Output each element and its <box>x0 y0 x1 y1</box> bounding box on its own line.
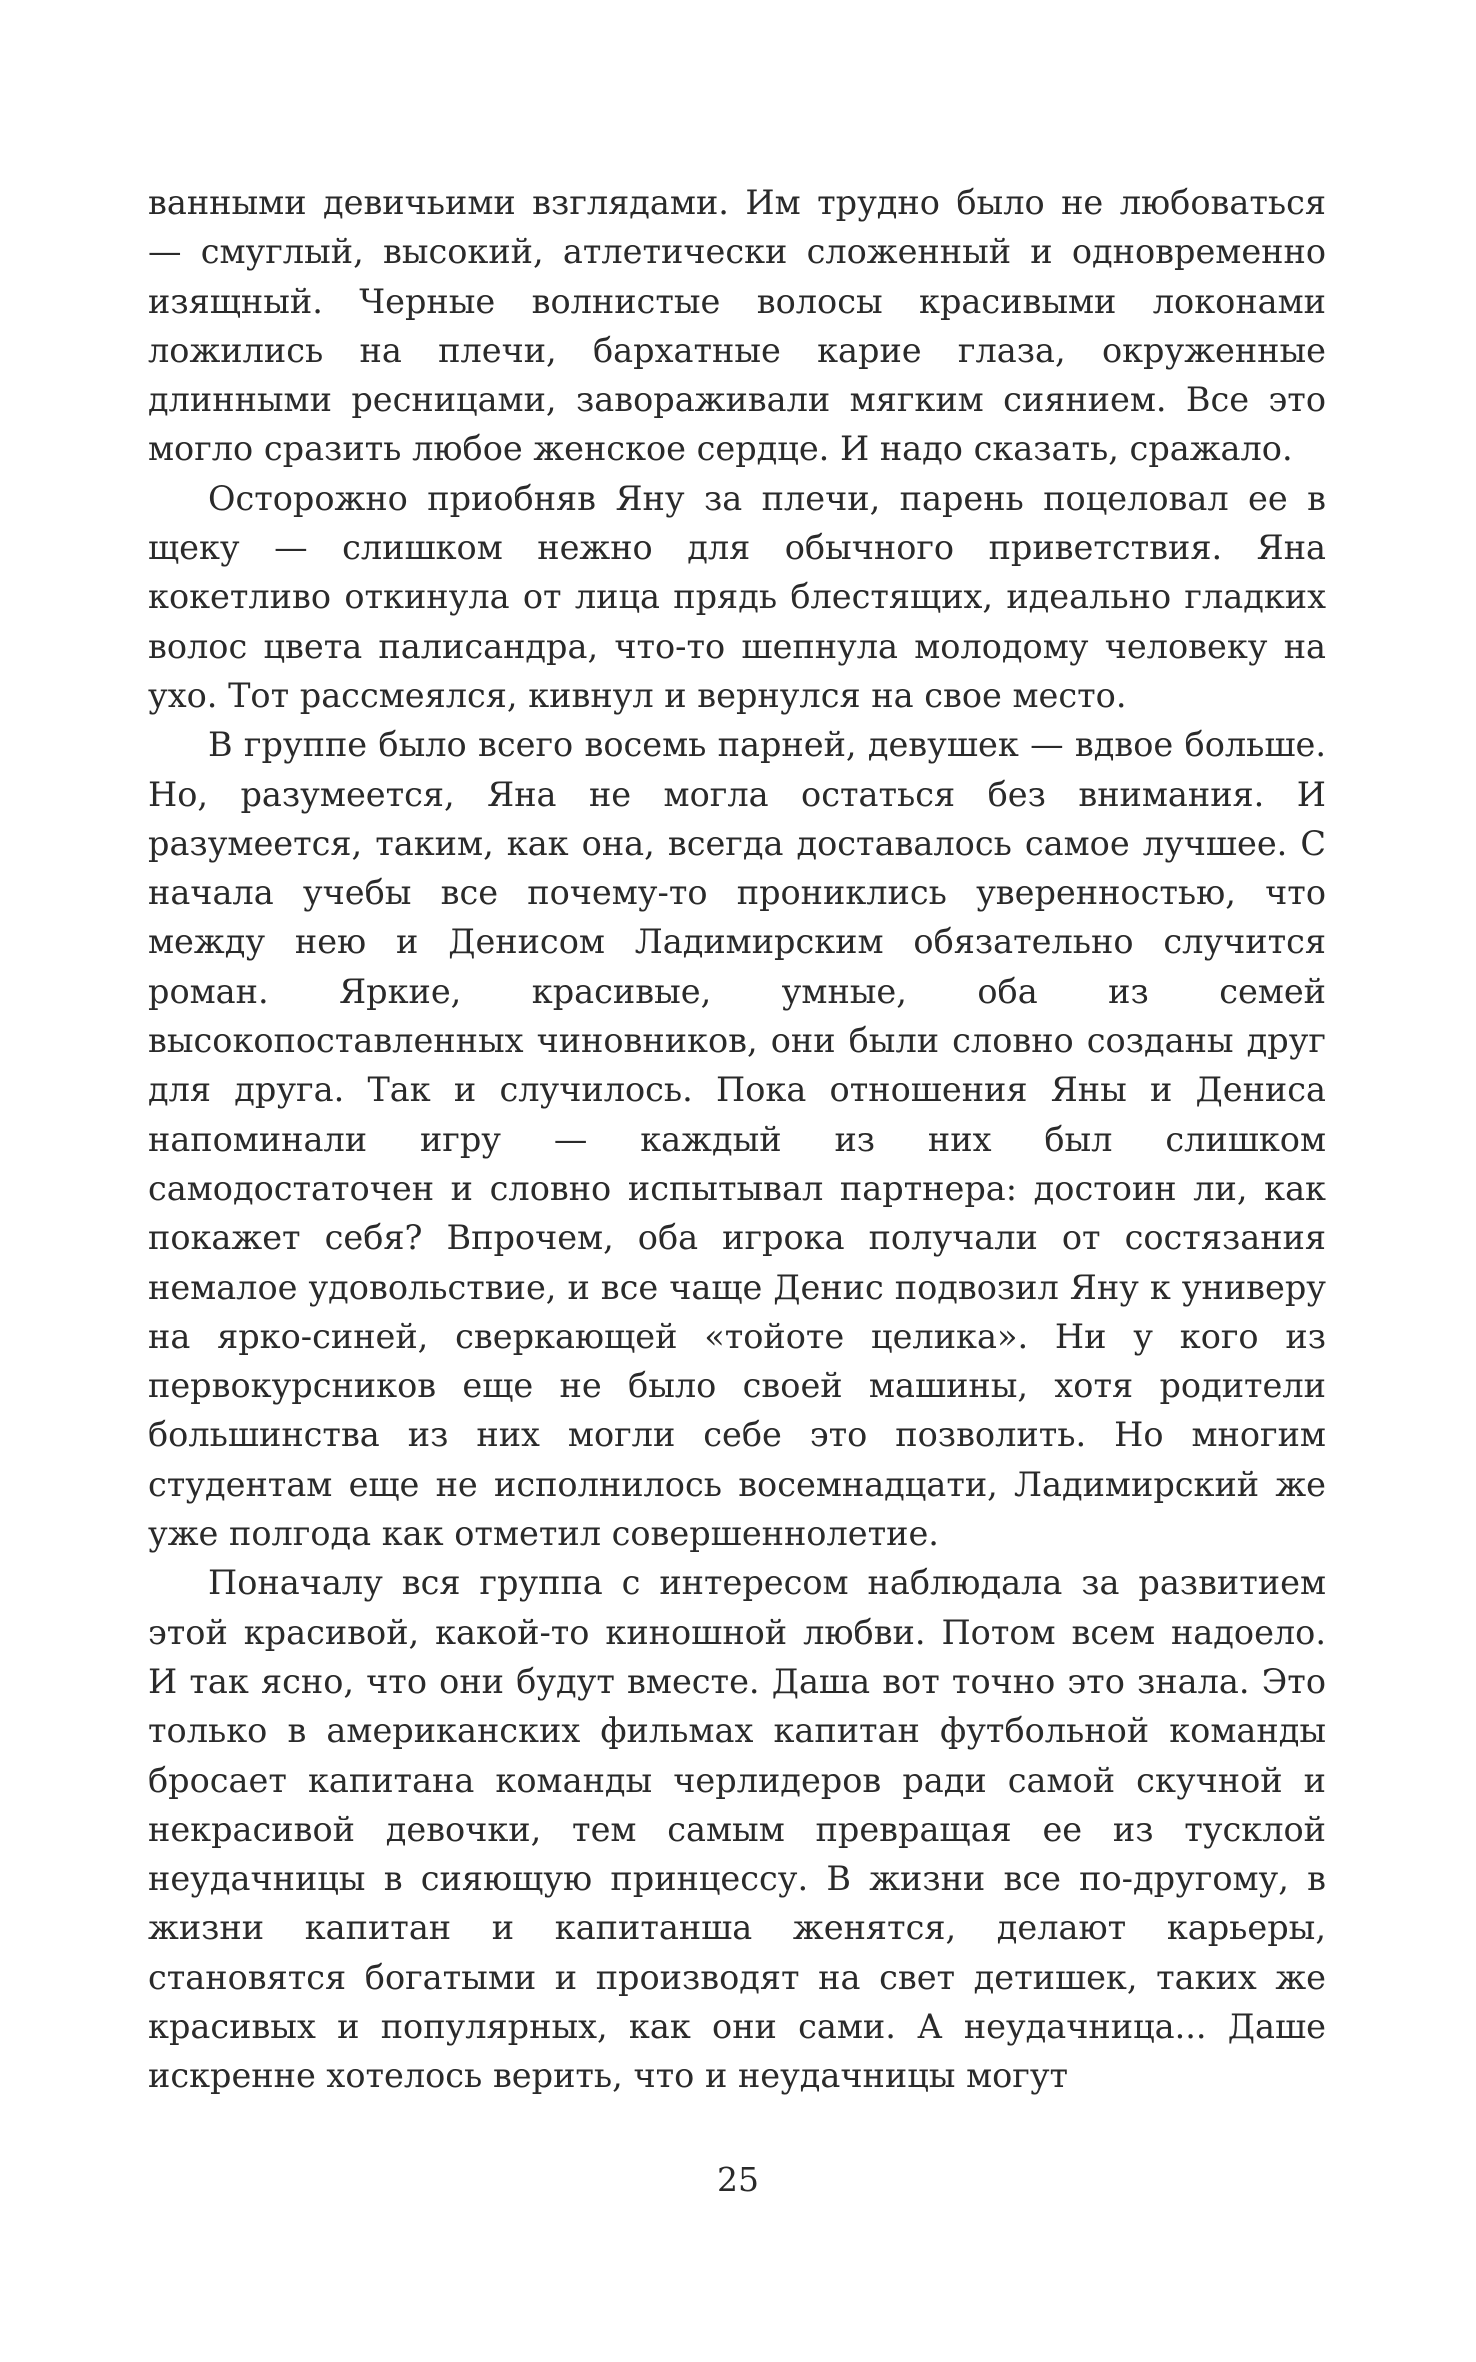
page-number: 25 <box>717 2160 759 2199</box>
paragraph-4: Поначалу вся группа с интересом наблюдала за развитием этой красивой, какой-то киношной любви. Потом всем надоело. И так ясно, что они будут вместе. Даша вот точно это знала. Это только в американских фильмах капитан футбольной команды бросает капитана команды черлидеров ради самой скучной и некрасивой девочки, тем самым превращая ее из тусклой неудачницы в сияющую принцессу. В жизни все по-другому, в жизни капитан и капитанша женятся, делают карьеры, становятся богатыми и производят на свет детишек, таких же красивых и популярных, как они сами. А неудачница... Даше искренне хотелось верить, что и неудачницы могут <box>148 1563 1326 2096</box>
paragraph-1: ванными девичьими взглядами. Им трудно было не любоваться — смуглый, высокий, атлетически сложенный и одновременно изящный. Черные волнистые волосы красивыми локонами ложились на плечи, бархатные карие глаза, окруженные длинными ресницами, завораживали мягким сиянием. Все это могло сразить любое женское сердце. И надо сказать, сражало. <box>148 183 1326 469</box>
page-text <box>148 178 1326 2101</box>
paragraph-3: В группе было всего восемь парней, девушек — вдвое больше. Но, разумеется, Яна не могла остаться без внимания. И разумеется, таким, как она, всегда доставалось самое лучшее. С начала учебы все почему-то прониклись уверенностью, что между нею и Денисом Ладимирским обязательно случится роман. Яркие, красивые, умные, оба из семей высокопоставленных чиновников, они были словно созданы друг для друга. Так и случилось. Пока отношения Яны и Дениса напоминали игру — каждый из них был слишком самодостаточен и словно испытывал партнера: достоин ли, как покажет себя? Впрочем, оба игрока получали от состязания немалое удовольствие, и все чаще Денис подвозил Яну к универу на ярко-синей, сверкающей «тойоте целика». Ни у кого из первокурсников еще не было своей машины, хотя родители большинства из них могли себе это позволить. Но многим студентам еще не исполнилось восемнадцати, Ладимирский же уже полгода как отметил совершеннолетие. <box>148 725 1326 1554</box>
paragraph-2: Осторожно приобняв Яну за плечи, парень поцеловал ее в щеку — слишком нежно для обычного приветствия. Яна кокетливо откинула от лица прядь блестящих, идеально гладких волос цвета палисандра, что-то шепнула молодому человеку на ухо. Тот рассмеялся, кивнул и вернулся на свое место. <box>148 478 1326 715</box>
